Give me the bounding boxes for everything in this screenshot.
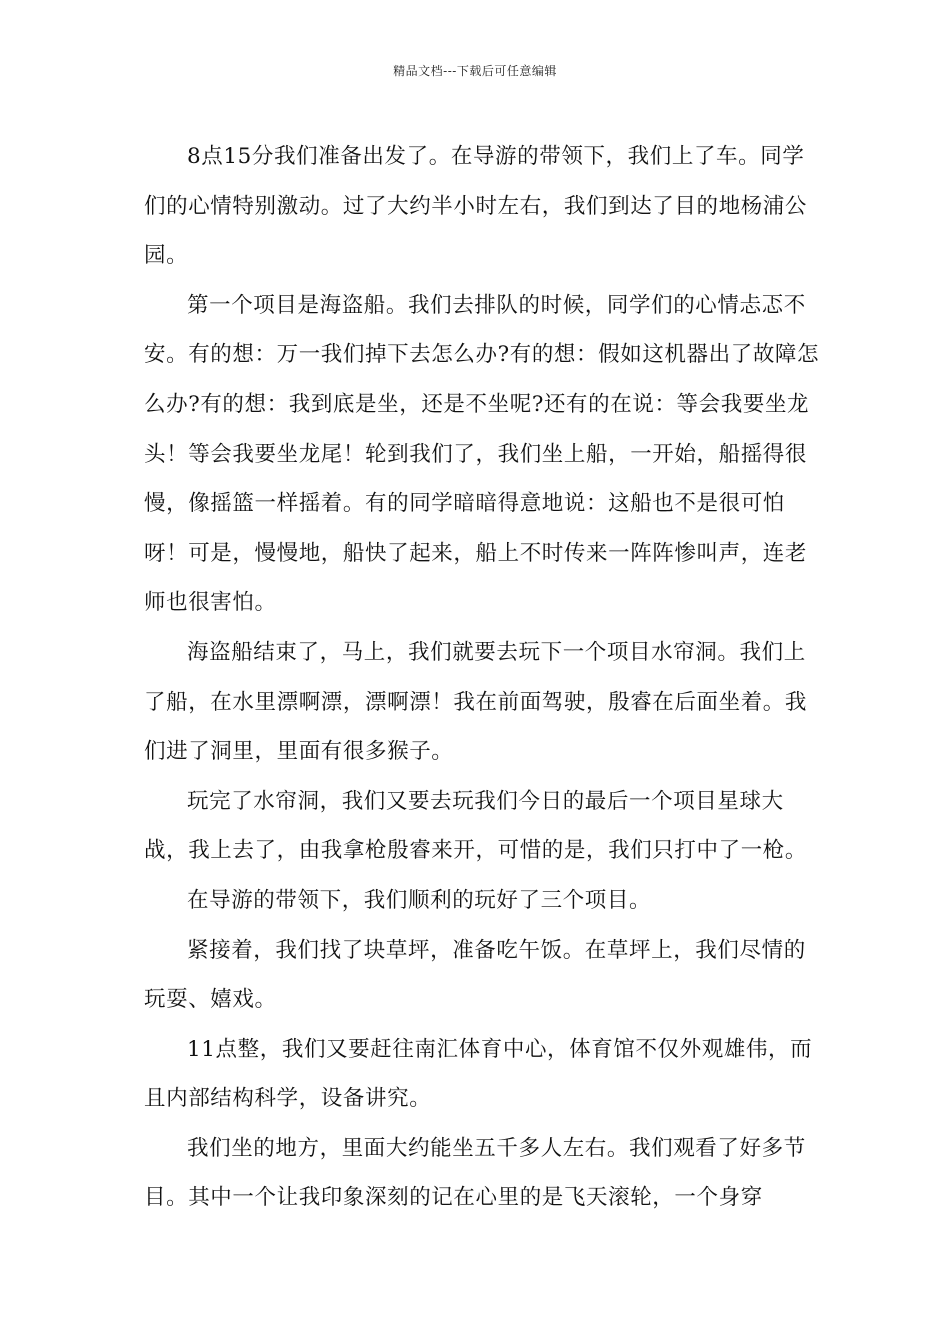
paragraph-1: 8点15分我们准备出发了。在导游的带领下，我们上了车。同学们的心情特别激动。过了大约半小时左右，我们到达了目的地杨浦公园。	[144, 144, 808, 269]
paragraph-6: 紧接着，我们找了块草坪，准备吃午饭。在草坪上，我们尽情的玩耍、嬉戏。	[144, 937, 806, 1013]
paragraph-2: 第一个项目是海盗船。我们去排队的时候，同学们的心情忐忑不安。有的想：万一我们掉下去怎么办?有的想：假如这机器出了故障怎么办?有的想：我到底是坐，还是不坐呢?还有的在说：等会我要坐龙头！等会我要坐龙尾！轮到我们了，我们坐上船，一开始，船摇得很慢，像摇篮一样摇着。有的同学暗暗得意地说：这船也不是很可怕呀！可是，慢慢地，船快了起来，船上不时传来一阵阵惨叫声，连老师也很害怕。	[144, 292, 820, 616]
paragraph-7: 11点整，我们又要赶往南汇体育中心，体育馆不仅外观雄伟，而且内部结构科学，设备讲究。	[144, 1036, 813, 1112]
paragraph-3: 海盗船结束了，马上，我们就要去玩下一个项目水帘洞。我们上了船，在水里漂啊漂，漂啊漂！我在前面驾驶，殷睿在后面坐着。我们进了洞里，里面有很多猴子。	[144, 639, 808, 765]
paragraph-5: 在导游的带领下，我们顺利的玩好了三个项目。	[187, 887, 652, 913]
paragraph-4: 玩完了水帘洞，我们又要去玩我们今日的最后一个项目星球大战，我上去了，由我拿枪殷睿来开，可惜的是，我们只打中了一枪。	[144, 788, 808, 864]
paragraph-8: 我们坐的地方，里面大约能坐五千多人左右。我们观看了好多节目。其中一个让我印象深刻的记在心里的是飞天滚轮，一个身穿	[144, 1135, 806, 1211]
document-body	[144, 132, 820, 1223]
page-header: 精品文档---下载后可任意编辑	[393, 64, 557, 78]
